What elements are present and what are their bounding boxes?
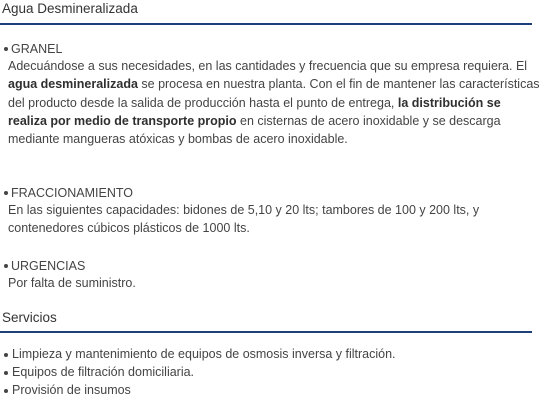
item-description	[8, 57, 540, 148]
page-title: Agua Desmineralizada	[2, 1, 138, 16]
service-item	[0, 346, 396, 363]
bullet-icon	[4, 264, 8, 268]
item-description: En las siguientes capacidades: bidones de 5,10 y 20 lts; tambores de 100 y 200 lts, y contenedores cúbicos plásticos de 1000 lts.	[8, 203, 480, 236]
highlight-text: la distribución se realiza por medio de transporte propio	[8, 95, 501, 128]
section-title-servicios: Servicios	[2, 310, 57, 325]
list-item-fraccionamiento	[0, 185, 540, 238]
service-item	[0, 364, 194, 381]
list-item-urgencias	[0, 258, 540, 292]
item-heading	[0, 258, 540, 274]
item-description: Por falta de suministro.	[8, 276, 136, 290]
description-text: se procesa en nuestra planta. Con el fin de mantener las características del producto desde la salida de producción hasta el punto de entrega,	[8, 77, 540, 110]
bullet-icon	[4, 371, 8, 375]
service-item	[0, 382, 131, 399]
item-title: FRACCIONAMIENTO	[11, 186, 133, 200]
item-heading	[0, 185, 540, 201]
section-divider	[0, 331, 532, 333]
description-text: en cisternas de acero inoxidable y se descarga mediante mangueras atóxicas y bombas de acero inoxidable.	[8, 113, 501, 147]
list-item-granel	[0, 41, 540, 148]
service-label: Provisión de insumos	[12, 383, 131, 397]
bullet-icon	[4, 191, 8, 195]
title-divider	[0, 23, 532, 25]
highlight-text: agua desmineralizada	[8, 77, 138, 92]
item-title: URGENCIAS	[11, 259, 86, 273]
bullet-icon	[4, 47, 8, 51]
service-label: Equipos de filtración domiciliaria.	[12, 365, 195, 379]
bullet-icon	[4, 389, 8, 393]
service-label: Limpieza y mantenimiento de equipos de osmosis inversa y filtración.	[12, 347, 396, 361]
item-title: GRANEL	[11, 42, 63, 56]
description-text: Adecuándose a sus necesidades, en las cantidades y frecuencia que su empresa requiera. El	[8, 59, 528, 73]
item-heading	[0, 41, 540, 57]
bullet-icon	[4, 353, 8, 357]
